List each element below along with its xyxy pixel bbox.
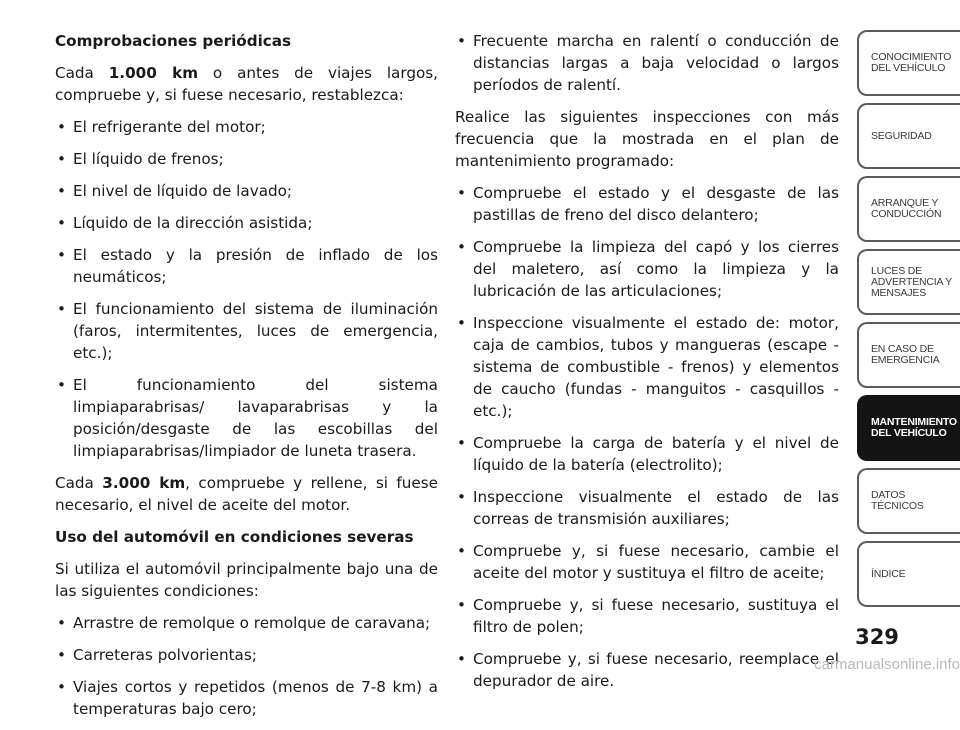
intro-prefix: Cada xyxy=(55,64,109,82)
intro-1000km xyxy=(55,62,438,106)
intro-prefix: Cada xyxy=(55,474,103,492)
intro-suffix: , compruebe y rellene, si fuese necesario, el nivel de aceite del motor. xyxy=(55,474,438,514)
inspections-intro: Realice las siguientes inspecciones con más frecuencia que la mostrada en el plan de mantenimiento programado: xyxy=(455,108,839,170)
page-number: 329 xyxy=(855,625,899,649)
tab-en-caso-de-emergencia[interactable]: EN CASO DE EMERGENCIA xyxy=(857,322,960,388)
tab-mantenimiento-del-vehiculo[interactable]: MANTENIMIENTO DEL VEHÍCULO xyxy=(857,395,960,461)
severe-conditions-list xyxy=(55,612,438,720)
list-item: • El líquido de frenos; xyxy=(55,148,438,170)
periodic-checks-list xyxy=(55,116,438,462)
distance-3000km: 3.000 km xyxy=(102,474,186,492)
list-item: • El refrigerante del motor; xyxy=(55,116,438,138)
severe-conditions-intro: Si utiliza el automóvil principalmente bajo una de las siguientes condiciones: xyxy=(55,560,438,600)
list-item: • Compruebe la carga de batería y el nivel de líquido de la batería (electrolito); xyxy=(455,432,839,476)
list-item: • Frecuente marcha en ralentí o conducción de distancias largas a baja velocidad o largos períodos de ralentí. xyxy=(455,30,839,96)
list-item: • Viajes cortos y repetidos (menos de 7-8 km) a temperaturas bajo cero; xyxy=(55,676,438,720)
list-item: • Compruebe y, si fuese necesario, sustituya el filtro de polen; xyxy=(455,594,839,638)
tab-luces-de-advertencia[interactable]: LUCES DE ADVERTENCIA Y MENSAJES xyxy=(857,249,960,315)
list-item: • Compruebe el estado y el desgaste de las pastillas de freno del disco delantero; xyxy=(455,182,839,226)
section-heading-periodic-checks: Comprobaciones periódicas xyxy=(55,32,292,50)
intro-3000km xyxy=(55,472,438,516)
list-item: • Compruebe la limpieza del capó y los cierres del maletero, así como la limpieza y la lubricación de las articulaciones; xyxy=(455,236,839,302)
intro-suffix: o antes de viajes largos, compruebe y, si fuese necesario, restablezca: xyxy=(55,64,438,104)
right-column xyxy=(455,30,839,702)
list-item: • Compruebe y, si fuese necesario, cambie el aceite del motor y sustituya el filtro de aceite; xyxy=(455,540,839,584)
list-item: • El funcionamiento del sistema de iluminación (faros, intermitentes, luces de emergencia, etc.); xyxy=(55,298,438,364)
watermark: carmanualsonline.info xyxy=(814,656,960,673)
list-item: • Inspeccione visualmente el estado de las correas de transmisión auxiliares; xyxy=(455,486,839,530)
list-item: • Arrastre de remolque o remolque de caravana; xyxy=(55,612,438,634)
list-item: • Líquido de la dirección asistida; xyxy=(55,212,438,234)
list-item: • Inspeccione visualmente el estado de: motor, caja de cambios, tubos y mangueras (escape - sistema de combustible - frenos) y elementos de caucho (fundas - manguitos - casquillos - etc.); xyxy=(455,312,839,422)
tab-seguridad[interactable]: SEGURIDAD xyxy=(857,103,960,169)
inspections-list xyxy=(455,182,839,692)
list-item: • El nivel de líquido de lavado; xyxy=(55,180,438,202)
tab-arranque-y-conduccion[interactable]: ARRANQUE Y CONDUCCIÓN xyxy=(857,176,960,242)
left-column xyxy=(55,30,438,730)
tab-conocimiento-del-vehiculo[interactable]: CONOCIMIENTO DEL VEHÍCULO xyxy=(857,30,960,96)
list-item: • El funcionamiento del sistema limpiaparabrisas/ lavaparabrisas y la posición/desgaste de las escobillas del limpiaparabrisas/limpiador de luneta trasera. xyxy=(55,374,438,462)
distance-1000km: 1.000 km xyxy=(108,64,199,82)
tab-indice[interactable]: ÍNDICE xyxy=(857,541,960,607)
severe-conditions-list-continued xyxy=(455,30,839,96)
list-item: • Carreteras polvorientas; xyxy=(55,644,438,666)
section-heading-severe-conditions: Uso del automóvil en condiciones severas xyxy=(55,528,414,546)
list-item: • Compruebe y, si fuese necesario, reemplace el depurador de aire. xyxy=(455,648,839,692)
tab-datos-tecnicos[interactable]: DATOS TÉCNICOS xyxy=(857,468,960,534)
list-item: • El estado y la presión de inflado de los neumáticos; xyxy=(55,244,438,288)
chapter-tabs-sidebar xyxy=(857,30,960,614)
